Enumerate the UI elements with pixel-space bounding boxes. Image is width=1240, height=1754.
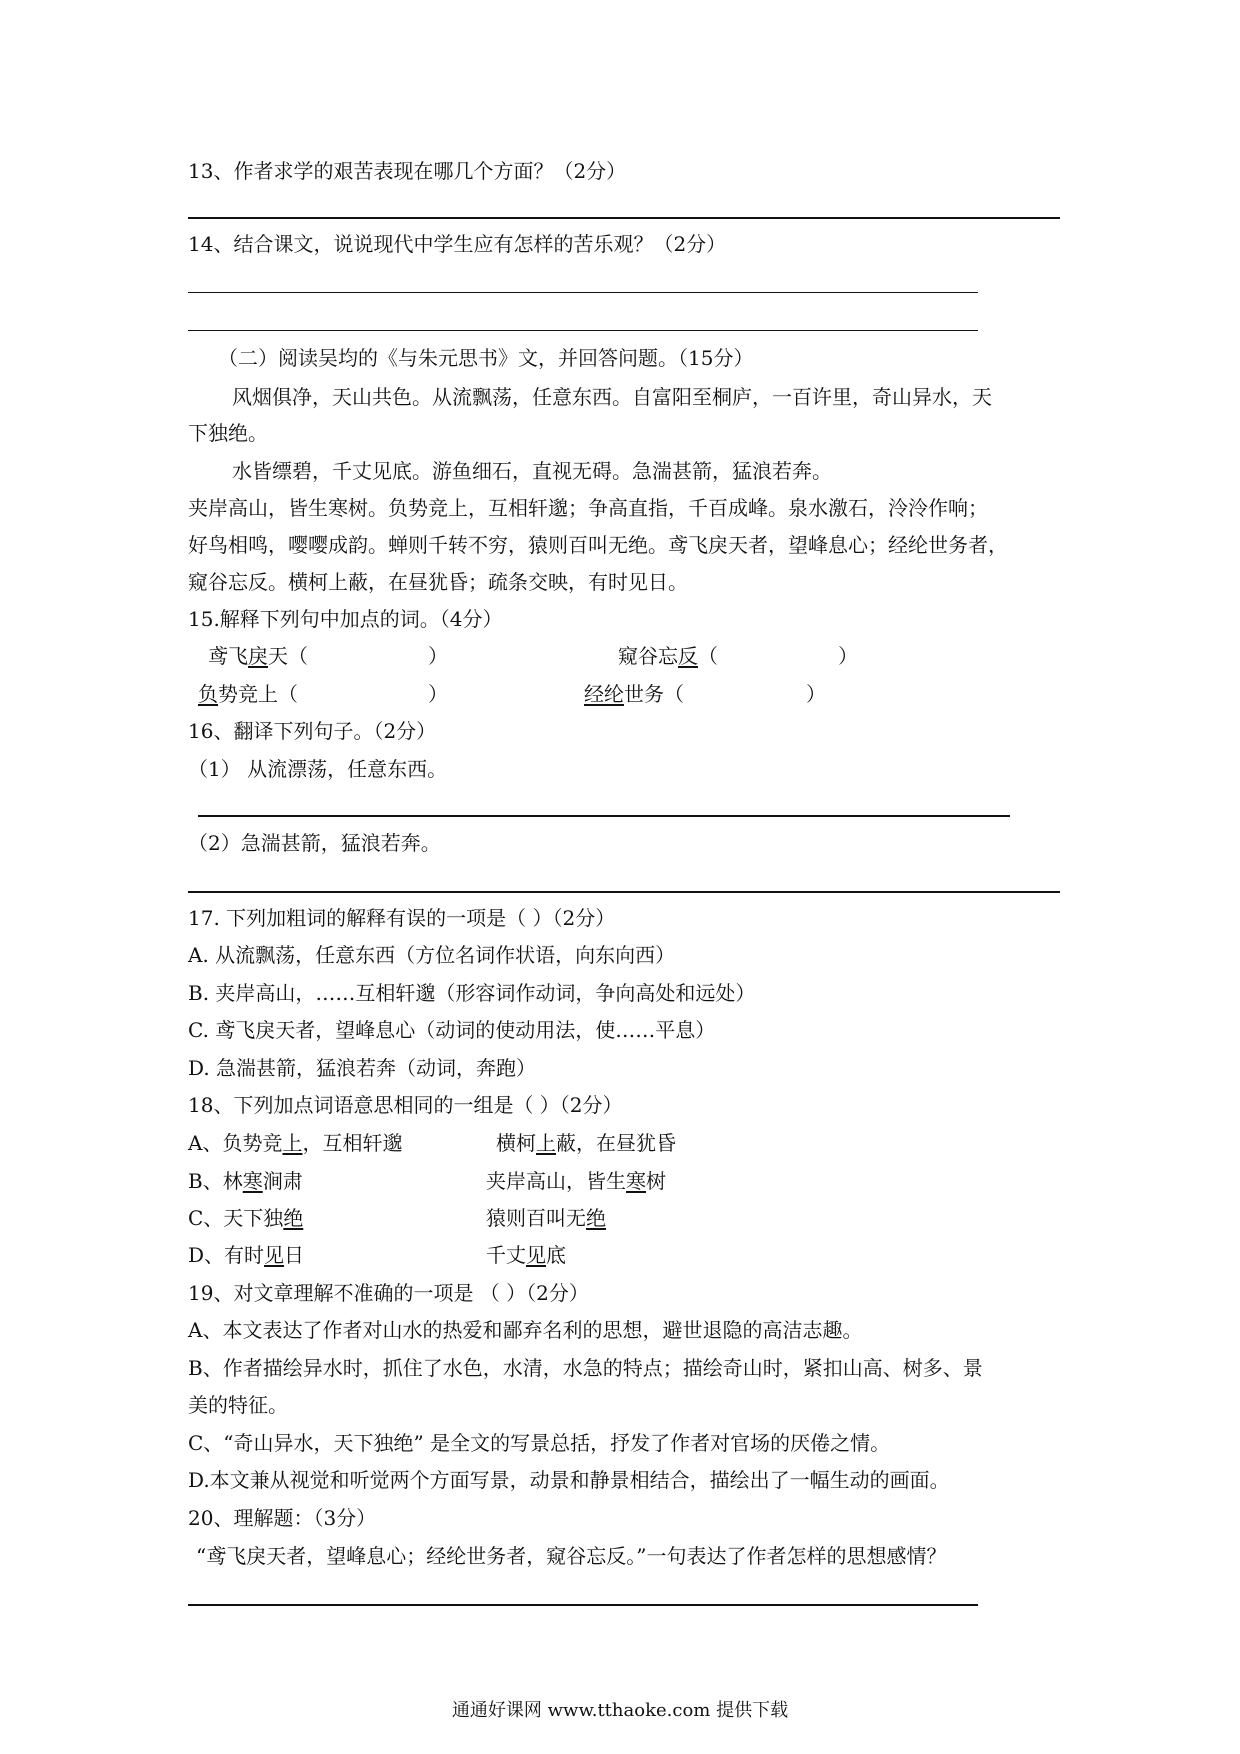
keyword: 绝 bbox=[283, 1206, 304, 1230]
q17-option-c: C. 鸢飞戾天者，望峰息心（动词的使动用法，使……平息） bbox=[188, 1018, 716, 1042]
q19-option-a: A、本文表达了作者对山水的热爱和鄙弃名利的思想，避世退隐的高洁志趣。 bbox=[188, 1318, 863, 1342]
answer-line-14a bbox=[188, 292, 978, 293]
keyword: 寒 bbox=[242, 1169, 263, 1193]
q19-option-c: C、“奇山异水，天下独绝” 是全文的写景总括，抒发了作者对官场的厌倦之情。 bbox=[188, 1431, 891, 1455]
q15-item-4-close: ） bbox=[806, 682, 826, 706]
answer-line-20 bbox=[188, 1604, 978, 1606]
answer-line-13 bbox=[188, 217, 1060, 219]
q19-option-b-cont: 美的特征。 bbox=[188, 1393, 288, 1417]
q17-option-d: D. 急湍甚箭，猛浪若奔（动词，奔跑） bbox=[188, 1056, 537, 1080]
footer-credit: 通通好课网 www.tthaoke.com 提供下载 bbox=[451, 1700, 789, 1721]
q18-option-a-left: A、负势竞上，互相轩邈 bbox=[188, 1131, 403, 1155]
passage-line: 风烟俱净，天山共色。从流飘荡，任意东西。自富阳至桐庐，一百许里，奇山异水，天 bbox=[232, 385, 992, 409]
q18-option-d-right: 千丈见底 bbox=[486, 1243, 566, 1267]
keyword: 见 bbox=[264, 1243, 285, 1267]
q15-item-1: 鸢飞戾天（ bbox=[208, 644, 308, 668]
keyword: 寒 bbox=[626, 1169, 646, 1193]
q15-item-1-close: ） bbox=[428, 644, 448, 668]
passage-line: 下独绝。 bbox=[188, 421, 268, 445]
question-17: 17. 下列加粗词的解释有误的一项是（ ）（2分） bbox=[188, 906, 616, 930]
keyword: 戾 bbox=[248, 644, 268, 668]
q18-option-b-left: B、林寒涧肃 bbox=[188, 1169, 303, 1193]
q19-option-d: D.本文兼从视觉和听觉两个方面写景，动景和静景相结合，描绘出了一幅生动的画面。 bbox=[188, 1468, 950, 1492]
passage-line: 窥谷忘反。横柯上蔽，在昼犹昏；疏条交映，有时见日。 bbox=[188, 570, 688, 594]
question-13: 13、作者求学的艰苦表现在哪几个方面？（2分） bbox=[188, 159, 627, 183]
q17-option-a: A. 从流飘荡，任意东西（方位名词作状语，向东向西） bbox=[188, 943, 676, 967]
q18-option-c-right: 猿则百叫无绝 bbox=[486, 1206, 606, 1230]
question-20: 20、理解题：（3分） bbox=[188, 1506, 377, 1530]
keyword: 见 bbox=[526, 1243, 546, 1267]
answer-line-14b bbox=[188, 330, 978, 331]
passage-line: 夹岸高山，皆生寒树。负势竞上，互相轩邈；争高直指，千百成峰。泉水激石，泠泠作响； bbox=[188, 496, 988, 520]
q15-item-3-close: ） bbox=[428, 682, 448, 706]
q15-item-2: 窥谷忘反（ bbox=[618, 644, 718, 668]
keyword: 反 bbox=[678, 644, 698, 668]
q16-sentence-1: （1） 从流漂荡，任意东西。 bbox=[188, 757, 448, 781]
q18-option-a-right: 横柯上蔽，在昼犹昏 bbox=[496, 1131, 676, 1155]
q19-option-b: B、作者描绘异水时，抓住了水色，水清，水急的特点；描绘奇山时，紧扣山高、树多、景 bbox=[188, 1356, 983, 1380]
section-2-heading: （二）阅读吴均的《与朱元思书》文，并回答问题。（15分） bbox=[218, 346, 754, 370]
answer-line-16a bbox=[198, 815, 1010, 817]
keyword: 绝 bbox=[586, 1206, 606, 1230]
keyword: 负 bbox=[198, 682, 218, 706]
q18-option-d-left: D、有时见日 bbox=[188, 1243, 305, 1267]
q15-item-4: 经纶世务（ bbox=[584, 682, 684, 706]
answer-line-16b bbox=[188, 891, 1060, 893]
question-15: 15.解释下列句中加点的词。（4分） bbox=[188, 607, 503, 631]
q18-option-b-right: 夹岸高山，皆生寒树 bbox=[486, 1169, 666, 1193]
q16-sentence-2: （2）急湍甚箭，猛浪若奔。 bbox=[188, 831, 441, 855]
question-16: 16、翻译下列句子。（2分） bbox=[188, 719, 437, 743]
keyword: 上 bbox=[282, 1131, 303, 1155]
keyword: 经纶 bbox=[584, 682, 624, 706]
question-14: 14、结合课文，说说现代中学生应有怎样的苦乐观？（2分） bbox=[188, 232, 727, 256]
passage-line: 好鸟相鸣，嘤嘤成韵。蝉则千转不穷，猿则百叫无绝。鸢飞戾天者，望峰息心；经纶世务者， bbox=[188, 533, 1008, 557]
q18-option-c-left: C、天下独绝 bbox=[188, 1206, 304, 1230]
question-18: 18、下列加点词语意思相同的一组是（ ）（2分） bbox=[188, 1093, 623, 1117]
passage-line: 水皆缥碧，千丈见底。游鱼细石，直视无碍。急湍甚箭，猛浪若奔。 bbox=[232, 459, 832, 483]
q15-item-2-close: ） bbox=[838, 644, 858, 668]
question-19: 19、对文章理解不准确的一项是 （ ）（2分） bbox=[188, 1281, 589, 1305]
q15-item-3: 负势竞上（ bbox=[198, 682, 298, 706]
q17-option-b: B. 夹岸高山，……互相轩邈（形容词作动词，争向高处和远处） bbox=[188, 981, 756, 1005]
q20-prompt: “鸢飞戾天者，望峰息心；经纶世务者，窥谷忘反。”一句表达了作者怎样的思想感情？ bbox=[196, 1544, 947, 1568]
keyword: 上 bbox=[536, 1131, 556, 1155]
